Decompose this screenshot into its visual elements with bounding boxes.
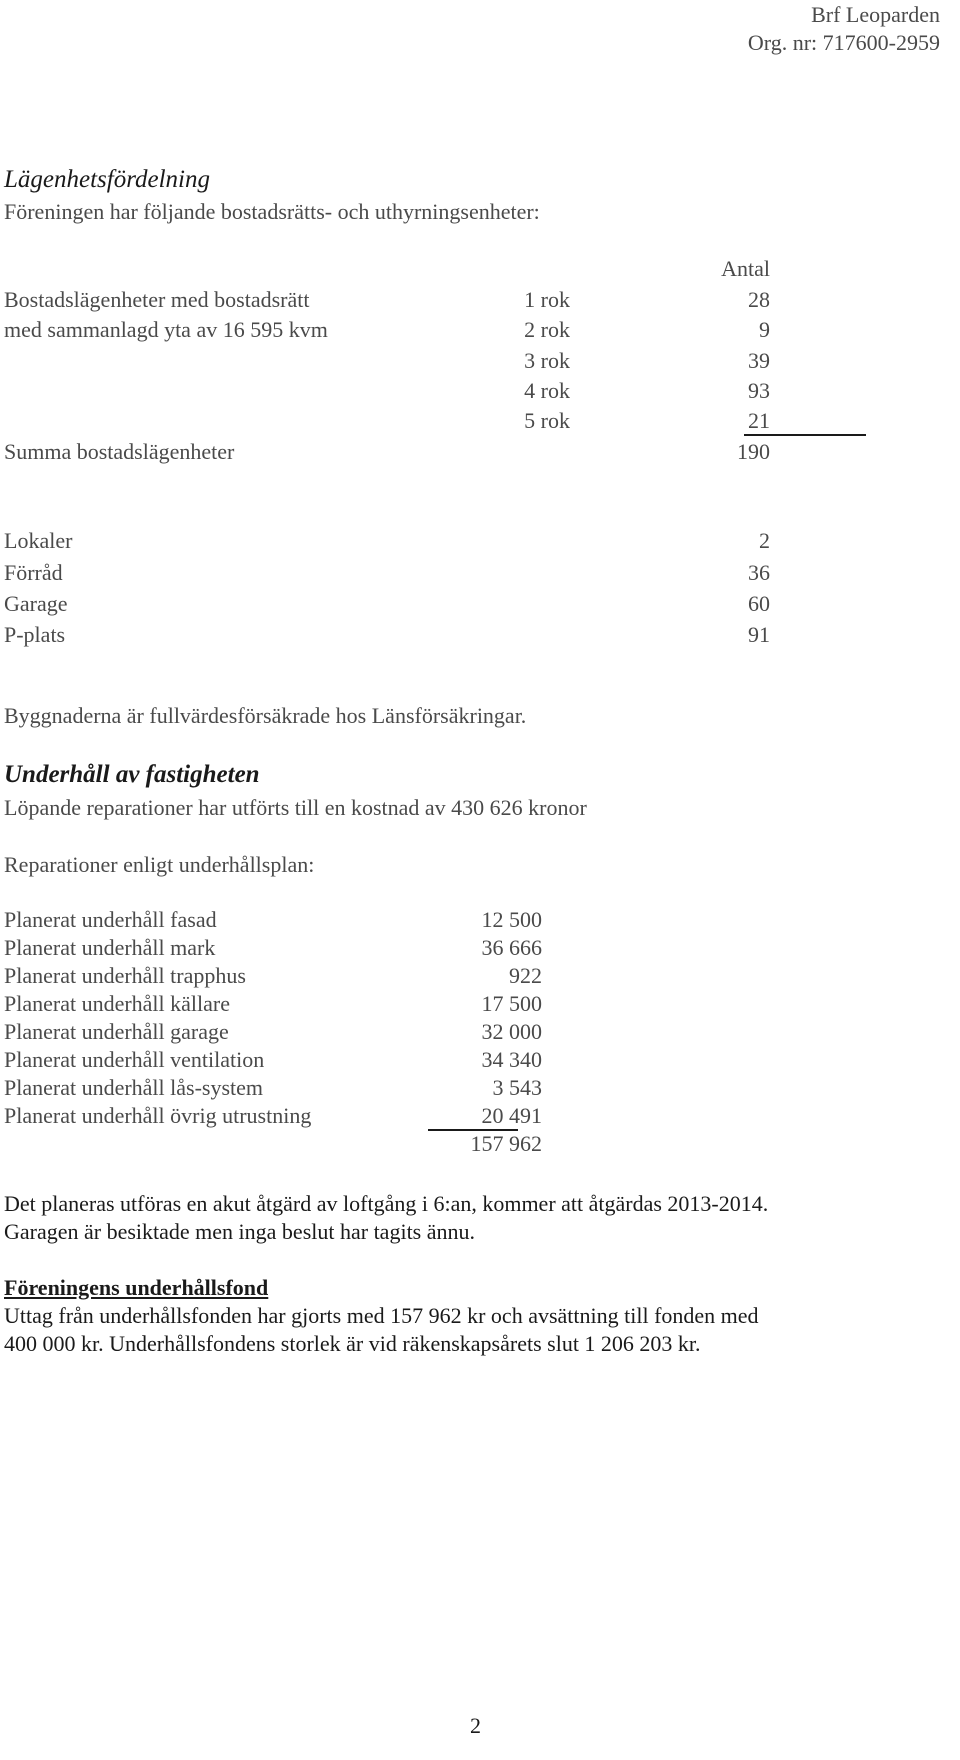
unit-value: 91 xyxy=(748,622,770,647)
unit-label: Garage xyxy=(4,591,68,616)
plan-item-value: 3 543 xyxy=(492,1075,542,1100)
apartment-type: 5 rok xyxy=(524,408,570,433)
apartment-type: 3 rok xyxy=(524,348,570,373)
apartment-count: 93 xyxy=(748,378,770,403)
unit-value: 2 xyxy=(759,528,770,553)
page-number: 2 xyxy=(470,1713,481,1738)
maintenance-note-line2: Garagen är besiktade men inga beslut har tagits ännu. xyxy=(4,1219,476,1244)
plan-item-label: Planerat underhåll mark xyxy=(4,935,216,960)
plan-item-value: 32 000 xyxy=(481,1019,542,1044)
organization-name: Brf Leoparden xyxy=(811,2,940,27)
apartment-count: 39 xyxy=(748,348,770,373)
maintenance-note-line1: Det planeras utföras en akut åtgärd av loftgång i 6:an, kommer att åtgärdas 2013-2014. xyxy=(4,1191,769,1216)
apartment-type: 1 rok xyxy=(524,287,570,312)
apartments-label-line2: med sammanlagd yta av 16 595 kvm xyxy=(4,317,328,342)
running-repairs-text: Löpande reparationer har utförts till en kostnad av 430 626 kronor xyxy=(4,795,587,820)
plan-intro: Reparationer enligt underhållsplan: xyxy=(4,852,315,877)
count-column-header: Antal xyxy=(721,256,770,281)
fund-heading: Föreningens underhållsfond xyxy=(4,1275,269,1300)
plan-item-label: Planerat underhåll garage xyxy=(4,1019,229,1044)
unit-label: Förråd xyxy=(4,560,63,585)
apartment-count: 9 xyxy=(759,317,770,342)
total-rule xyxy=(744,434,866,436)
apartment-type: 2 rok xyxy=(524,317,570,342)
organization-number: Org. nr: 717600-2959 xyxy=(747,30,940,55)
plan-item-value: 922 xyxy=(509,963,542,988)
maintenance-heading: Underhåll av fastigheten xyxy=(4,761,260,788)
plan-item-value: 20 491 xyxy=(481,1103,542,1128)
apartment-count: 28 xyxy=(748,287,770,312)
unit-label: P-plats xyxy=(4,622,66,647)
fund-text-line2: 400 000 kr. Underhållsfondens storlek är vid räkenskapsårets slut 1 206 203 kr. xyxy=(4,1331,701,1356)
plan-item-label: Planerat underhåll ventilation xyxy=(4,1047,265,1072)
plan-item-value: 36 666 xyxy=(481,935,542,960)
insurance-text: Byggnaderna är fullvärdesförsäkrade hos Länsförsäkringar. xyxy=(4,703,527,728)
apartments-total-label: Summa bostadslägenheter xyxy=(4,439,235,464)
plan-item-label: Planerat underhåll lås-system xyxy=(4,1075,264,1100)
plan-item-label: Planerat underhåll trapphus xyxy=(4,963,246,988)
apartments-label-line1: Bostadslägenheter med bostadsrätt xyxy=(4,287,310,312)
plan-item-value: 12 500 xyxy=(481,907,542,932)
apartments-intro: Föreningen har följande bostadsrätts- och uthyrningsenheter: xyxy=(4,199,540,224)
unit-value: 60 xyxy=(748,591,770,616)
unit-label: Lokaler xyxy=(4,528,73,553)
plan-item-label: Planerat underhåll källare xyxy=(4,991,231,1016)
plan-item-label: Planerat underhåll övrig utrustning xyxy=(4,1103,312,1128)
plan-total-value: 157 962 xyxy=(470,1131,542,1156)
apartments-total-value: 190 xyxy=(737,439,770,464)
apartment-count: 21 xyxy=(748,408,770,433)
fund-text-line1: Uttag från underhållsfonden har gjorts med 157 962 kr och avsättning till fonden med xyxy=(4,1303,759,1328)
unit-value: 36 xyxy=(748,560,770,585)
plan-item-value: 17 500 xyxy=(481,991,542,1016)
apartments-heading: Lägenhetsfördelning xyxy=(4,166,211,193)
plan-item-value: 34 340 xyxy=(481,1047,542,1072)
apartment-type: 4 rok xyxy=(524,378,570,403)
plan-item-label: Planerat underhåll fasad xyxy=(4,907,217,932)
